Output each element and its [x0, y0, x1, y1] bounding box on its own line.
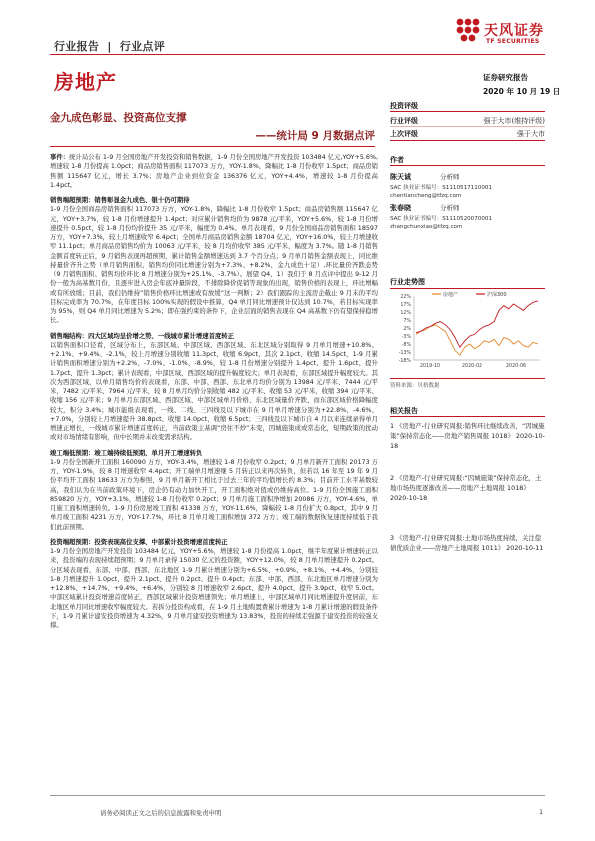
section-text-completion: 1-9 月份全国新开工面积 160090 万方，YOY-3.4%，增速较 1-8 月份收窄 0.2pct；9 月单月新开工面积 20173 万方，YOY-1.9%，较 8 月增速收窄 4.4pct；开工端单月增速继 5 月转正以来再次转负，但若以 16 年至 19 年 9 月份平均开工面积 18633 万方为参照，9 月单月新开工相比于过去三年的平均值增长约 8.3%；目前开工水平基数较高，我们认为在当前政策环境下，房企仍有动力加快开工，开工面积绝对值或仍维持高位。1-9 月份全国施工面积 859820 万方，YOY+3.1%，增速较 1-8 月份收窄 0.2pct；9 月单月施工面积净增加 20086 万方，YOY-4.6%，单月施工面积增速转负。1-9 月份房屋竣工面积 41338 万方，YOY-11.6%，降幅较 1-8 月份扩大 0.8pct，其中 9 月单月竣工面积 4231 万方，YOY-17.7%，环比 8 月单月竣工面积增加 372 万方；竣工端的数据恢复速度持续低于我们此前预期。	[50, 458, 378, 531]
author-cert: SAC 执业证书编号：S1110517110001	[390, 185, 493, 191]
series-line	[416, 301, 538, 347]
report-type-1: 行业报告	[54, 40, 100, 53]
y-tick-label: -8%	[401, 343, 411, 348]
sector-title: 房地产	[54, 70, 117, 94]
event-text: 统计局公布 1-9 月全国房地产开发投资和销售数据，1-9 月份全国房地产开发投资 103484 亿元,YOY+5.6%,增速较 1-8 月份提高 1.0pct；商品房销售面积 117073 万方，YOY-1.8%，降幅比 1-8 月份收窄 1.5pct；商品房销售额 115647 亿元，增长 3.7%；房地产企业到位资金 136376 亿元，YOY+4.4%，增速较 1-8 月份提高 1.4pct。	[50, 154, 378, 189]
logo-text-en: TF SECURITIES	[486, 38, 540, 45]
report-type-separator: |	[107, 40, 112, 53]
trend-rule	[390, 288, 545, 289]
section-text-investment: 1-9 月份全国房地产开发投资 103484 亿元，YOY+5.6%，增速较 1-8 月份提高 1.0pct，继半年度累计增速转正以来，投资端的表现持续超预期；9 月单月录得 15030 亿元的投资额，YOY+12.0%，较 8 月单月增速提升 0.2pct。分区域表现看，东部、中部、西部、东北地区 1-9 月累计增速分别为+6.5%、+0.9%、+8.1%、+4.4%，分别较 1-8 月增速提升 1.0pct、提升 2.1pct、提升 0.2pct、提升 0.4pct；东部、中部、西部、东北地区单月增速分别为+12.8%、+14.7%、+9.4%、+6.4%，分别较 8 月增速收窄 2.6pct、提升 4.0pct、提升 3.9pct、收窄 5.0ct。中部区域累计投资增速首度转正，西部区域累计投资增速领先；单月增速上，中部区域单月同比增速提升度居前，东北地区单月同比增速收窄幅度较大。若拆分投资构成看，在 1-9 月土地购置费累计增速为 1-8 月累计增速的假设条件下，1-9 月累计建安投资增速为 4.32%，9 月单月建安投资增速为 13.83%，投资的持续走强源于建安投资的较强支撑。	[50, 548, 378, 629]
trend-title: 行业走势图	[390, 278, 425, 286]
author-email[interactable]: zhangchunxiao@tfzq.com	[390, 224, 463, 230]
section-heading-sales: 销售端超预期：销售彰显金九成色、银十仍可期待	[50, 197, 190, 204]
author-name: 陈天诚	[390, 173, 411, 181]
event-label: 事件：	[50, 154, 70, 161]
rating-divider	[390, 126, 545, 127]
chart-source: 资料来源：贝格数据	[390, 383, 440, 389]
last-rating-row	[390, 129, 545, 139]
related-report-item[interactable]: 1 《房地产-行业研究周报:销售环比继续改善，“因城施策”保持常态化——房地产销售周报 1018》 2020-10-18	[390, 422, 545, 450]
logo-text: 天风证券	[484, 23, 544, 39]
related-report-item[interactable]: 2 《房地产-行业研究周报:“因城施策”保持常态化，土地市场热度逐渐改善——房地产土地周报 1018》 2020-10-18	[390, 474, 542, 502]
related-title: 相关报告	[390, 407, 418, 415]
report-body	[50, 153, 378, 636]
author-rule	[390, 165, 545, 166]
x-tick-label: 2019-10	[420, 364, 441, 369]
trend-bottom-rule	[390, 378, 545, 379]
section-text-sales: 1-9 月份全国商品房销售面积 117073 万方，YOY-1.8%，降幅比 1-8 月份收窄 1.5pct；商品房销售额 115647 亿元，YOY+3.7%，较 1-8 月份增速提升 1.4pct；对应累计销售均价为 9878 元/平米，YOY+5.6%，较 1-8 月份增速提升 0.5pct，较 1-8 月份均价提升 35 元/平米，幅度为 0.4%。单月表现看，9 月份全国商品房销售面积 18597 万方，YOY+7.3%，较上月增速收窄 6.4pct；全国单月商品房销售金额 18704 亿元，YOY+16.0%，较上月增速收窄 11.1pct；单月商品房销售均价为 10063 元/平米，较 8 月均价收窄 385 元/平米，幅度为 3.7%。随 1-8 月销售金额首度转正后，9 月销售表现再超预期，累计销售金额增速达到 3.7 个百分点；9 月单月销售金额表现上，同比维持量价齐升之势（单月销售面积、销售均价同比增速分别为+7.3%、+8.2%，金九成色十足）,环比量价齐跌态势（9 月销售面积、销售均价环比 8 月增速分别为+25.1%、-3.7%）。展望 Q4，1）我们于 8 月点评中提出 9-12 月份一般为高基数月份，且逐步进入房企年底冲量阶段，不排除降价促销等现象的出现，销售价格的表现上，环比增幅或有所放缓；目前，我们仍维持“销售价格环比增速或有放缓”这一判断；2）我们跟踪的主流房企截止 9 月末的平均目标完成率为 70.7%，在年度目标 100%实现的假设中推算，Q4 单月同比增速预计仅达到 10.7%，若目标实现率为 95%，则 Q4 单月同比增速为 5.2%；即在强约束的条件下，企业层面的销售表现在 Q4 高基数下仍有望保持稳增长。	[50, 206, 378, 325]
report-date: 2020 年 10 月 19 日	[483, 87, 561, 96]
footer-rule	[50, 795, 545, 796]
y-tick-label: 7%	[403, 319, 411, 324]
section-text-structure: 以销售面积口径看，区域分布上，东部区域、中部区域、西部区域、东北区域分别取得 9 月单月增速+10.8%、+2.1%、+9.4%、-2.1%，较上月增速分别收缩 11.3pct、收缩 6.9pct，其次 2.1pct、收缩 14.5pct，1-9 月累计销售面积增速分别为+2.2%、-7.0%、-1.0%、-8.9%，较 1-8 月份增速分别提升 1.4pct、提升 1.6pct、提升 1.7pct、提升 1.3pct；累计表现看，中部区域、西部区域的提升幅度较大；单月表现看，东部区域提升幅度较大。其次为西部区域，以单月销售均价的表现看，东部、中部、西部、东北单月均价分别为 13984 元/平米、7444 元/平米、7482 元/平米、7964 元/平米，较 8 月单月均价分别收缩 482 元/平米、收缩 53 元/平米、收缩 394 元/平米、收缩 156 元/平米；9 月单月东部区域、西部区域、中部区域单月价格、东北区域量价齐跌，而东部区域价格降幅度较大，积分 3.4%；城市能级表现看，一线、二线、三四线及以下城市在 9 月单月增速分别为+22.8%、-4.6%、+7.0%，分别较上月增速提升 38.8pct、收缩 14.0pct、收缩 6.5pct；三四线及以下城市自 4 月以来连续录得单月增速正增长，一线城市累计增速首度转正，当前政策主基调“房住不炒”未变，因城施策成或常态化，短期政策的扰动或对市场情绪有影响，但中长期并未改变需求结构。	[50, 341, 378, 442]
industry-rating-label: 行业评级	[390, 117, 418, 125]
author-role: 分析师	[440, 204, 460, 212]
legend-label: 沪深300	[487, 292, 507, 298]
y-tick-label: 22%	[400, 295, 411, 300]
rating-title: 投资评级	[390, 102, 418, 110]
x-tick-label: 2020-06	[506, 364, 527, 369]
page-number: 1	[539, 808, 544, 816]
y-tick-label: -3%	[401, 335, 411, 340]
author-cert: SAC 执业证书编号：S1110520070001	[390, 216, 493, 222]
section-heading-completion: 竣工端低预期：竣工端持续低预期、单月开工增速转负	[50, 449, 203, 457]
footer-disclaimer: 请务必阅读正文之后的信息披露和免责申明	[100, 809, 222, 817]
event-paragraph	[50, 153, 378, 190]
y-tick-label: 2%	[403, 327, 411, 332]
logo	[452, 16, 482, 46]
y-tick-label: 17%	[400, 303, 411, 308]
author-role: 分析师	[440, 173, 460, 181]
header-rule	[50, 54, 545, 55]
title-rule	[50, 146, 375, 147]
related-rule	[390, 416, 545, 417]
report-title: 金九成色彰显、投资高位支撑	[50, 112, 187, 124]
author-title: 作者	[390, 156, 404, 164]
industry-rating-value: 强于大市(维持评级)	[483, 117, 545, 125]
last-rating-label: 上次评级	[390, 130, 418, 138]
trend-chart-svg	[390, 290, 545, 375]
report-subtitle: ——统计局 9 月数据点评	[255, 130, 375, 142]
logo-mark-icon	[452, 16, 482, 46]
trend-chart	[390, 290, 545, 375]
rating-bottom-rule	[390, 140, 545, 141]
industry-rating-row	[390, 116, 545, 126]
rating-rule	[390, 111, 545, 112]
report-type-2: 行业点评	[119, 40, 166, 53]
y-tick-label: -13%	[398, 351, 411, 356]
section-heading-investment: 投资端超预期：投资表现高位支撑、中部累计投资增速首度转正	[50, 538, 228, 546]
legend-label: 房地产	[443, 292, 459, 298]
y-tick-label: -18%	[398, 359, 411, 364]
last-rating-value: 强于大市	[517, 130, 545, 138]
author-email[interactable]: chentiancheng@tfzq.com	[390, 193, 462, 199]
author-name: 张春晓	[390, 204, 411, 212]
series-line	[416, 325, 538, 355]
related-report-item[interactable]: 3 《房地产-行业研究周报:土地市场热度持续，关注偿债优质企业——房地产土地周报 1011》 2020-10-11	[390, 534, 544, 552]
section-heading-structure: 销售端结构：四大区域均呈价增之势、一线城市累计增速首度转正	[50, 332, 234, 340]
x-tick-label: 2020-02	[462, 364, 483, 369]
y-tick-label: 12%	[400, 311, 411, 316]
org-label: 证券研究报告	[483, 73, 528, 82]
report-type	[54, 38, 165, 54]
